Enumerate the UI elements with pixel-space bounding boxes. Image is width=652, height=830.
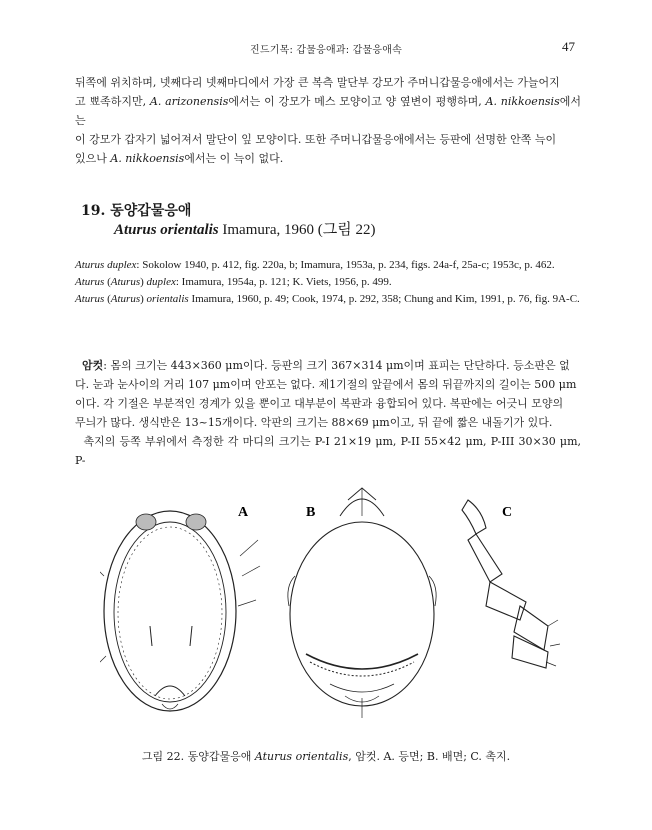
- species-italic: A. nikkoensis: [485, 95, 560, 108]
- synonymy-list: [75, 257, 581, 308]
- text-line: [75, 149, 581, 168]
- text-line: [75, 92, 581, 130]
- text-span: : 몸의 크기는 443×360 μm이다. 등판의 크기 367×314 μm이며 표피는 단단하다. 등소판은 없: [103, 359, 570, 372]
- intro-paragraph: [75, 73, 581, 168]
- species-italic: Aturus orientalis: [114, 222, 219, 238]
- text-line: [75, 130, 581, 149]
- species-italic: Aturus: [110, 293, 141, 305]
- text-span: : Sokolow 1940, p. 412, fig. 220a, b; Imamura, 1953a, p. 234, figs. 24a-f, 25a-c; 1953c, p. 462.: [136, 259, 555, 271]
- figure-c-palp: [462, 500, 560, 668]
- species-italic: duplex: [146, 276, 176, 288]
- text-line: [75, 413, 581, 432]
- text-span: : Imamura, 1954a, p. 121; K. Viets, 1956, p. 499.: [175, 276, 392, 288]
- text-line: [75, 356, 581, 375]
- text-line: [75, 375, 581, 394]
- sex-label: 암컷: [82, 359, 104, 372]
- text-span: 무늬가 많다. 생식반은 13~15개이다. 악판의 크기는 88×69 μm이고, 뒤 끝에 짧은 내돌기가 있다.: [75, 416, 553, 429]
- species-italic: A. arizonensis: [149, 95, 229, 108]
- species-authority: Imamura, 1960 (그림 22): [218, 222, 376, 238]
- text-span: , 암컷. A. 등면; B. 배면; C. 촉지.: [348, 750, 511, 763]
- species-scientific-name: [114, 218, 376, 239]
- text-span: 에서는 이 강모가 메스 모양이고 양 옆변이 평행하며,: [228, 95, 486, 108]
- text-span: 그림 22. 동양갑물응애: [141, 750, 255, 763]
- species-italic: A. nikkoensis: [110, 152, 185, 165]
- text-span: 있으나: [75, 152, 111, 165]
- figure-caption: [0, 748, 652, 764]
- species-italic: Aturus: [75, 276, 105, 288]
- page-number: 47: [562, 39, 575, 54]
- figure-label-c: C: [502, 505, 513, 520]
- text-line: [75, 394, 581, 413]
- figure-label-a: A: [238, 505, 249, 520]
- synonym-entry: Aturus (Aturus) orientalis Imamura, 1960, p. 49; Cook, 1974, p. 292, 358; Chung and Kim, 1991, p. 76, fig. 9A-C.: [75, 293, 580, 305]
- text-span: 에서는 이 늑이 없다.: [184, 152, 284, 165]
- synonym-entry: Aturus (Aturus) duplex: Imamura, 1954a, p. 121; K. Viets, 1956, p. 499.: [75, 276, 392, 288]
- text-span: 이다. 각 기절은 부분적인 경계가 있을 뿐이고 대부분이 복판과 융합되어 있다. 복판에는 어긋니 모양의: [75, 397, 564, 410]
- species-italic: Aturus: [75, 293, 105, 305]
- text-span: 에서는: [75, 95, 581, 127]
- text-span: 촉지의 등쪽 부위에서 측정한 각 마디의 크기는 P-I 21×19 μm, P-II 55×42 μm, P-III 30×30 μm, P-: [75, 435, 582, 467]
- text-span: 이 강모가 갑자기 넓어져서 말단이 잎 모양이다. 또한 주머니갑물응애에서는 등판에 선명한 안쪽 늑이: [75, 133, 557, 146]
- synonym-entry: [75, 257, 581, 274]
- text-line: [75, 73, 581, 92]
- figure-label-b: B: [306, 505, 316, 520]
- species-italic: Aturus: [110, 276, 141, 288]
- running-header: 진드기목: 갑물응애과: 갑물응애속: [250, 45, 402, 56]
- text-line: [75, 432, 581, 470]
- text-span: 고 뾰족하지만,: [75, 95, 150, 108]
- figure-b-ventral: [288, 488, 436, 718]
- description-paragraph: [75, 356, 581, 470]
- text-span: 뒤쪽에 위치하며, 넷째다리 넷째마디에서 가장 큰 복측 말단부 강모가 주머니갑물응애에서는 가늘어지: [75, 76, 560, 89]
- figure-illustration: [100, 486, 560, 726]
- figure-a-dorsal: [100, 511, 260, 711]
- species-italic: Aturus duplex: [75, 259, 137, 271]
- species-heading: 19. 동양갑물응애: [81, 203, 192, 219]
- text-span: Imamura, 1960, p. 49; Cook, 1974, p. 292, 358; Chung and Kim, 1991, p. 76, fig. 9A-C.: [188, 293, 580, 305]
- species-italic: orientalis: [146, 293, 189, 305]
- text-span: 다. 눈과 눈사이의 거리 107 μm이며 안포는 없다. 제1기절의 앞끝에서 몸의 뒤끝까지의 길이는 500 μm: [75, 378, 577, 391]
- species-italic: Aturus orientalis: [254, 750, 349, 763]
